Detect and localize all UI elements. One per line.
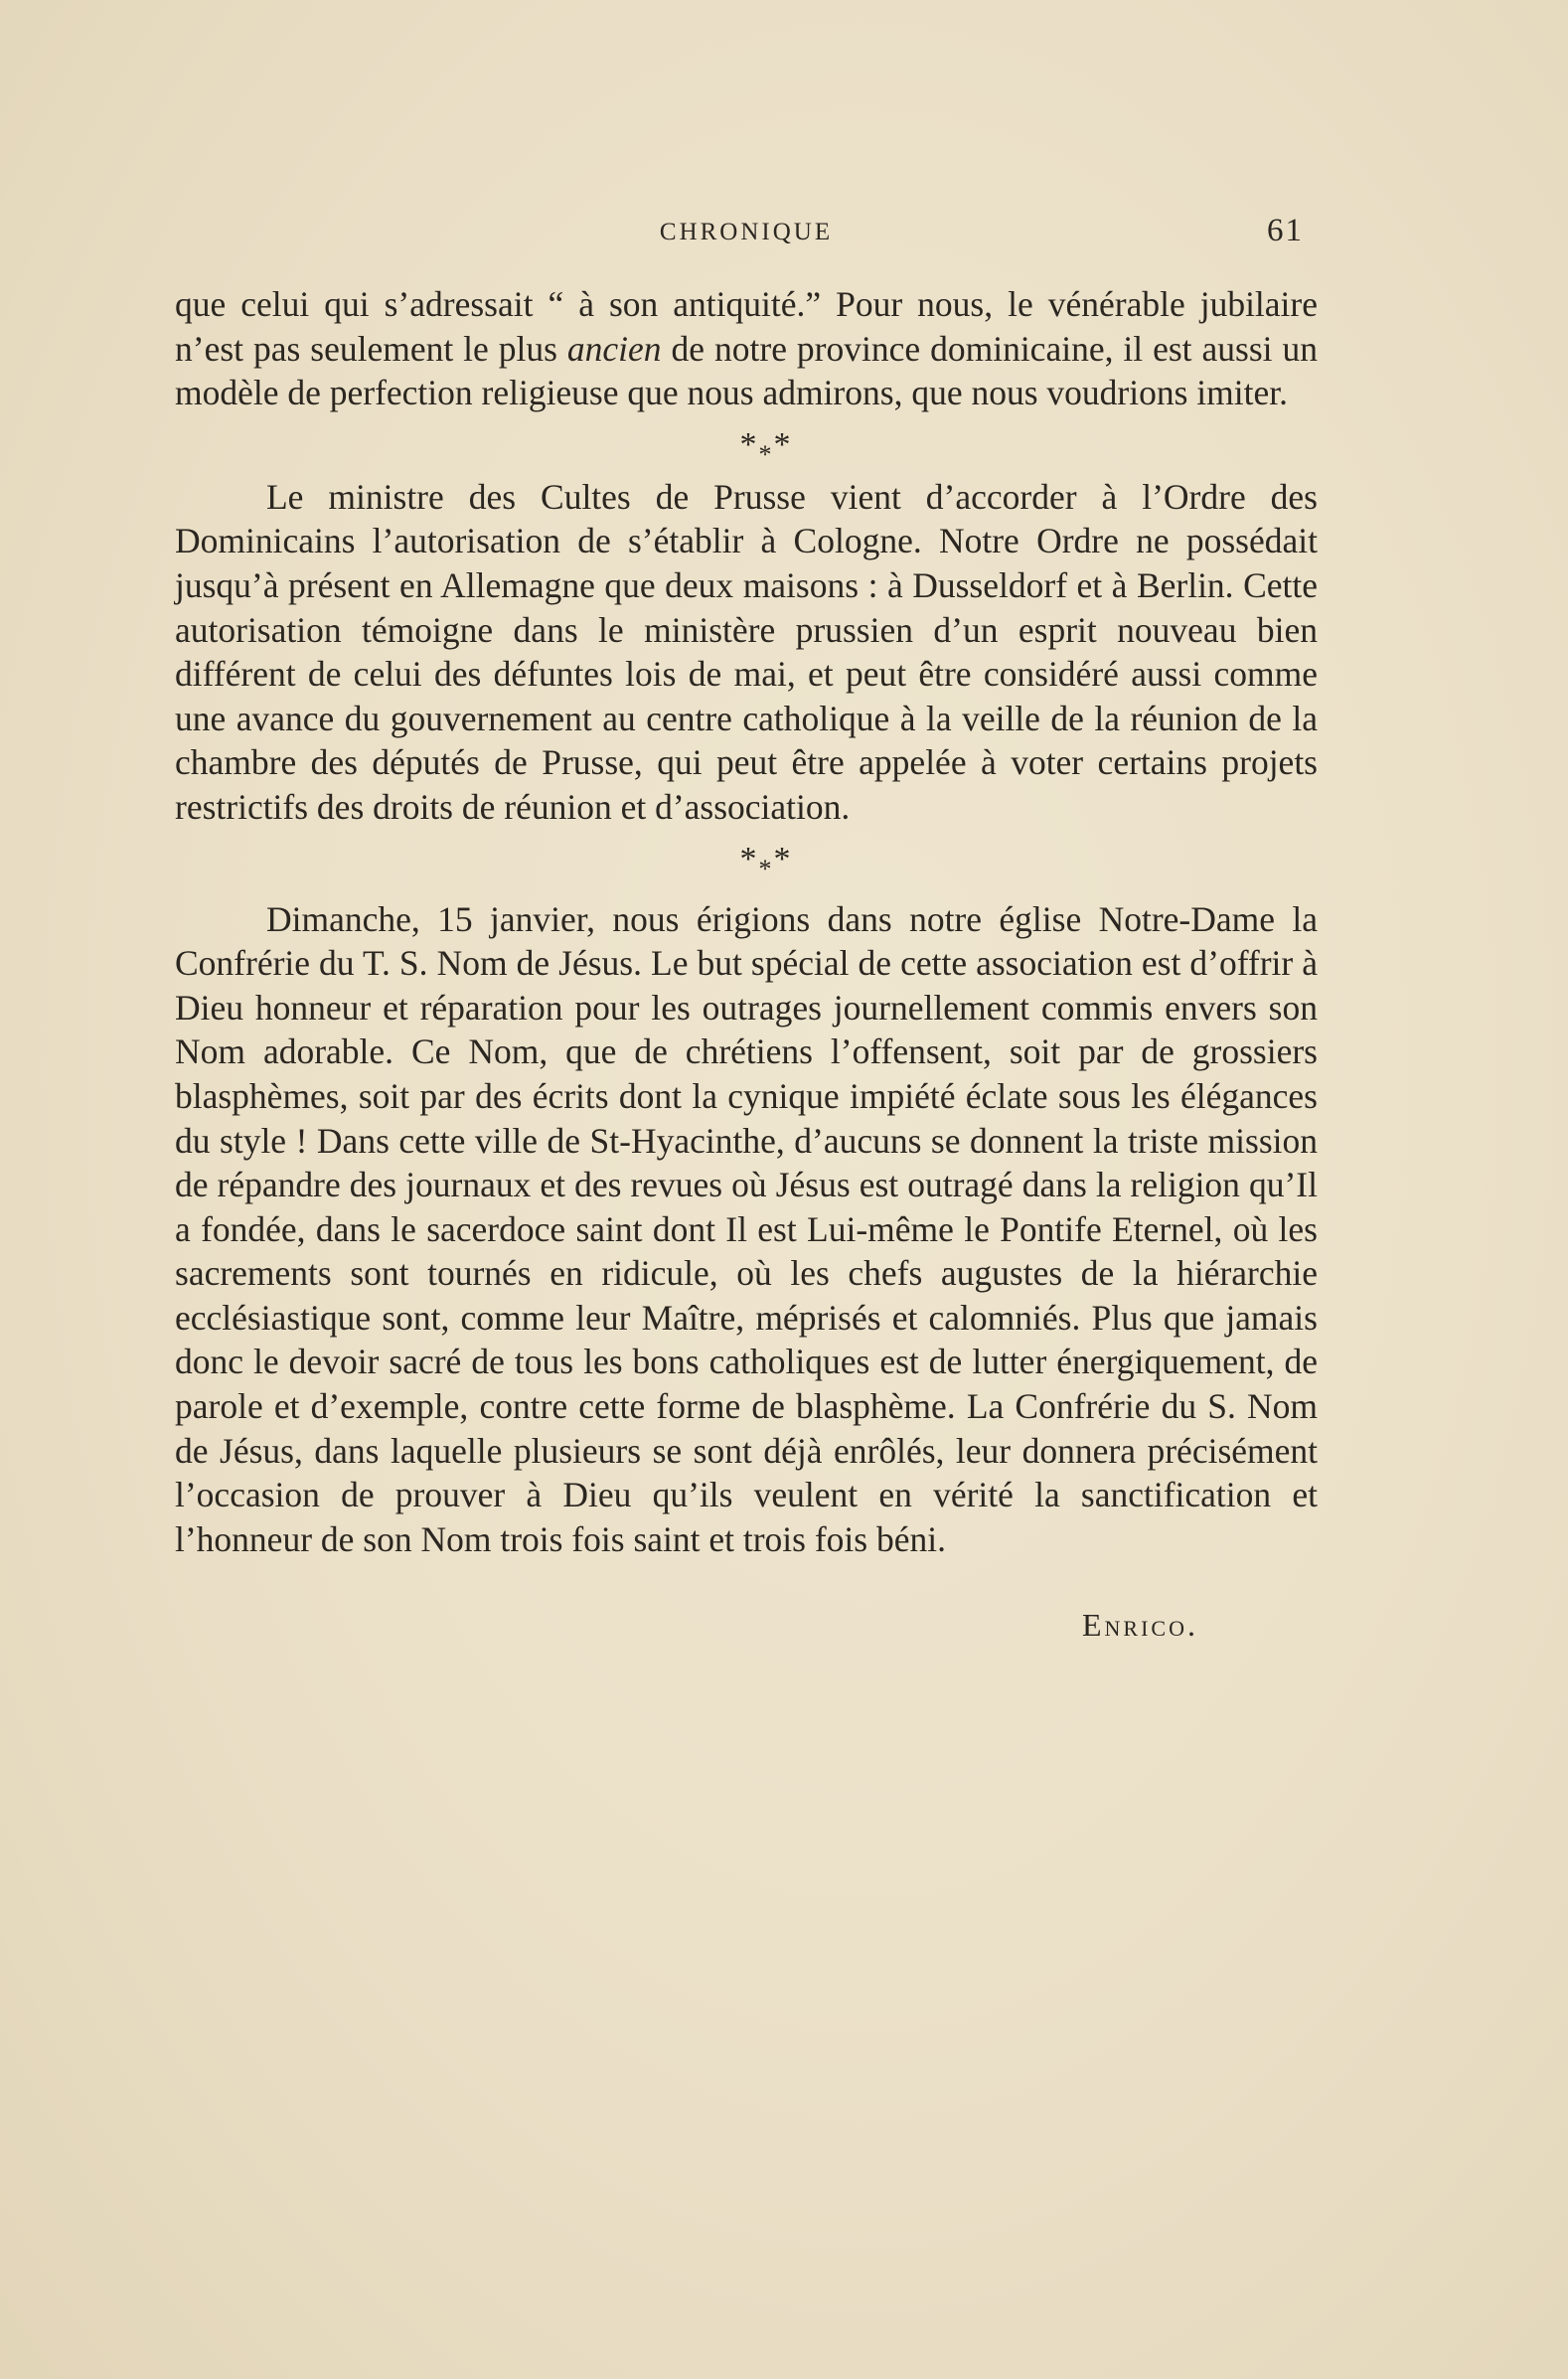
separator-star-left: * [739, 425, 759, 463]
text-block [175, 282, 1318, 1644]
spacer [175, 889, 1318, 897]
section-separator-1 [175, 415, 1318, 475]
section-separator-2 [175, 830, 1318, 889]
separator-star-mid: * [758, 439, 774, 469]
author-signature: Enrico. [1082, 1607, 1198, 1644]
page-number: 61 [1267, 213, 1304, 248]
separator-star-right: * [773, 425, 793, 463]
paragraph-1 [175, 282, 1318, 415]
paragraph-3: Dimanche, 15 janvier, nous érigions dans notre église Notre-Dame la Confrérie du T. S. Nom de Jésus. Le but spécial de cette association est d’offrir à Dieu honneur et réparation pour les outrages journellement commis envers son Nom adorable. Ce Nom, que de chrétiens l’offensent, soit par de grossiers blasphèmes, soit par des écrits dont la cynique impiété éclate sous les élégances du style ! Dans cette ville de St-Hyacinthe, d’aucuns se donnent la triste mission de répandre des journaux et des revues où Jésus est outragé dans la religion qu’Il a fondée, dans le sacerdoce saint dont Il est Lui-même le Pontife Eternel, où les sacrements sont tournés en ridicule, où les chefs augustes de la hiérarchie ecclésiastique sont, comme leur Maître, méprisés et calomniés. Plus que jamais donc le devoir sacré de tous les bons catholiques est de lutter énergiquement, de parole et d’exemple, contre cette forme de blasphème. La Confrérie du S. Nom de Jésus, dans laquelle plusieurs se sont déjà enrôlés, leur donnera précisément l’occasion de prouver à Dieu qu’ils veulent en vérité la sanctification et l’honneur de son Nom trois fois saint et trois fois béni. [175, 898, 1318, 1559]
separator-star-right: * [773, 840, 793, 877]
running-title: CHRONIQUE [659, 219, 834, 245]
separator-star-left: * [739, 840, 759, 877]
running-head [175, 213, 1318, 252]
paragraph-1-text-a: que celui qui s’adressait “ à son antiquité.” Pour nous, le vénérable jubilaire n’est pas seulement le plus [175, 284, 1318, 369]
paragraph-2: Le ministre des Cultes de Prusse vient d’accorder à l’Ordre des Dominicains l’autorisation de s’établir à Cologne. Notre Ordre ne possédait jusqu’à présent en Allemagne que deux maisons : à Dusseldorf et à Berlin. Cette autorisation témoigne dans le ministère prussien d’un esprit nouveau bien différent de celui des défuntes lois de mai, et peut être considéré aussi comme une avance du gouvernement au centre catholique à la veille de la réunion de la chambre des députés de Prusse, qui peut être appelée à voter certains projets restrictifs des droits de réunion et d’association. [175, 476, 1318, 827]
paragraph-1-italic: ancien [566, 328, 662, 369]
paragraph-1-text-b: de notre province dominicaine, il est aussi un modèle de perfection religieuse que nous admirons, que nous voudrions imiter. [175, 328, 1318, 413]
separator-star-mid: * [758, 854, 774, 883]
